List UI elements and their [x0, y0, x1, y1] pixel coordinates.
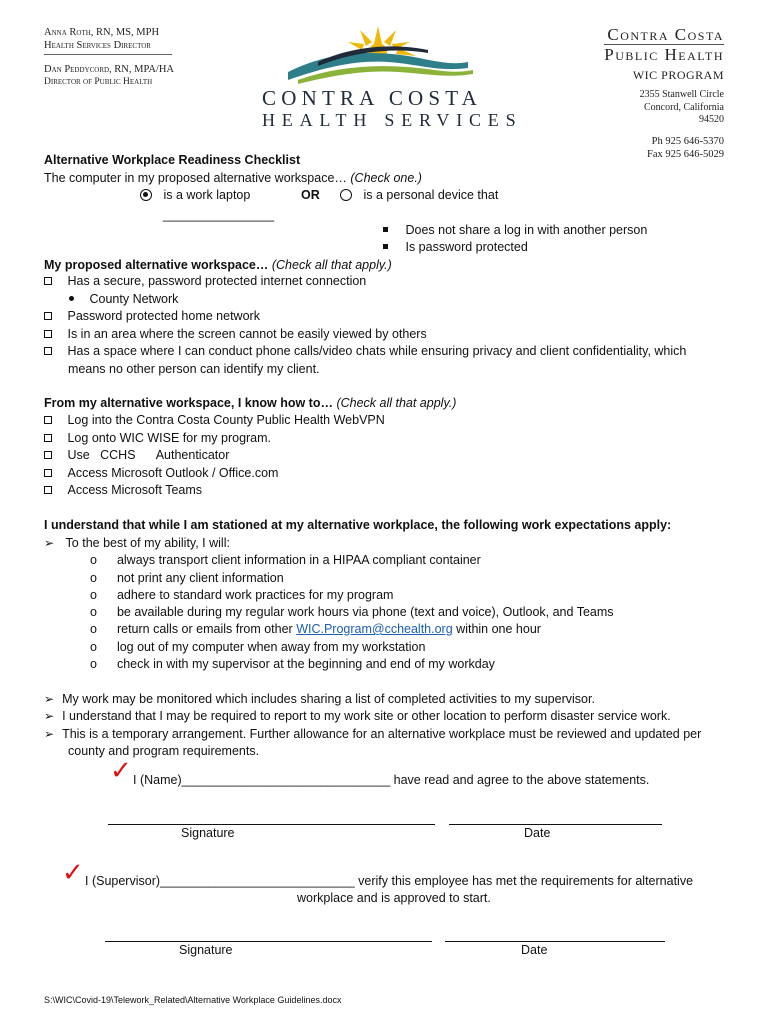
address-city: Concord, California [644, 101, 724, 113]
logo-text-health-services: HEALTH SERVICES [262, 110, 523, 130]
checkmark-icon: ✓ [62, 858, 84, 888]
radio-personal-device[interactable] [340, 187, 498, 204]
expectation-item: o not print any client information [90, 571, 284, 585]
checkbox-icon[interactable] [44, 486, 52, 494]
expectation-item: o return calls or emails from other WIC.Program@cchealth.org within one hour [90, 622, 541, 636]
knowhow-item-outlook[interactable]: Access Microsoft Outlook / Office.com [44, 465, 278, 482]
official-name-1: Anna Roth, RN, MS, MPH [44, 27, 160, 38]
supervisor-date-label: Date [521, 943, 548, 957]
radio-work-laptop[interactable] [140, 187, 250, 204]
org-name-line2: Public Health [604, 45, 724, 64]
or-label: OR [301, 188, 320, 202]
circle-bullet-icon: o [90, 588, 97, 602]
workspace-item-secure-internet[interactable]: Has a secure, password protected internet connection [44, 273, 366, 290]
official-title-2: Director of Public Health [44, 77, 153, 87]
checkbox-icon[interactable] [44, 434, 52, 442]
supervisor-date-line[interactable] [445, 941, 665, 942]
radio-selected-icon[interactable] [140, 189, 152, 201]
program-name: WIC PROGRAM [632, 68, 724, 82]
workspace-item-screen-privacy[interactable]: Is in an area where the screen cannot be easily viewed by others [44, 326, 427, 343]
circle-bullet-icon: o [90, 622, 97, 636]
radio-work-laptop-label: is a work laptop [163, 188, 251, 202]
device-prompt-text: The computer in my proposed alternative workspace… [44, 171, 351, 185]
header-right-contact [604, 26, 724, 161]
logo-text-contra-costa: CONTRA COSTA [262, 86, 482, 110]
page-title: Alternative Workplace Readiness Checklist [44, 153, 301, 167]
workspace-item-private-calls[interactable]: Has a space where I can conduct phone calls/video chats while ensuring privacy and client confidentiality, which [44, 343, 686, 360]
knowhow-heading: From my alternative workspace, I know how to… (Check all that apply.) [44, 396, 457, 410]
employee-signature-label: Signature [181, 826, 235, 840]
arrow-bullet-icon: ➢ [44, 727, 55, 741]
address-street: 2355 Stanwell Circle [639, 89, 724, 100]
expectations-lead: ➢ To the best of my ability, I will: [44, 536, 230, 550]
expectation-point: ➢ I understand that I may be required to report to my work site or other location to perform disaster service work. [44, 709, 671, 723]
supervisor-signature-label: Signature [179, 943, 233, 957]
contra-costa-logo-icon [278, 22, 478, 86]
supervisor-signature-line[interactable] [105, 941, 432, 942]
checkbox-icon[interactable] [44, 312, 52, 320]
square-bullet-icon [383, 227, 388, 232]
address [604, 89, 724, 127]
checkbox-icon[interactable] [44, 277, 52, 285]
circle-bullet-icon: o [90, 553, 97, 567]
knowhow-item-webvpn[interactable]: Log into the Contra Costa County Public Health WebVPN [44, 412, 385, 429]
knowhow-item-teams[interactable]: Access Microsoft Teams [44, 482, 202, 499]
workspace-heading: My proposed alternative workspace… (Check all that apply.) [44, 258, 392, 272]
device-prompt [44, 170, 422, 187]
knowhow-item-wic-wise[interactable]: Log onto WIC WISE for my program. [44, 430, 271, 447]
device-sub-item-2: Is password protected [383, 239, 528, 256]
checkbox-icon[interactable] [44, 347, 52, 355]
expectation-point: ➢ This is a temporary arrangement. Further allowance for an alternative workplace must be reviewed and updated per [44, 727, 702, 741]
supervisor-verification-line1: I (Supervisor)____________________________ verify this employee has met the requirements for alternative [85, 874, 694, 888]
workspace-item-home-network[interactable]: Password protected home network [44, 308, 260, 325]
divider [44, 54, 172, 55]
official-name-2: Dan Peddycord, RN, MPA/HA [44, 64, 175, 75]
phone-fax [604, 135, 724, 161]
employee-date-label: Date [524, 826, 551, 840]
address-zip: 94520 [699, 114, 724, 125]
official-title-1: Health Services Director [44, 40, 151, 51]
workspace-subitem-county-network: County Network [69, 291, 178, 308]
radio-personal-device-label: is a personal device that [363, 188, 499, 202]
checkmark-icon: ✓ [110, 756, 132, 786]
checkbox-icon[interactable] [44, 416, 52, 424]
arrow-bullet-icon: ➢ [44, 536, 55, 550]
arrow-bullet-icon: ➢ [44, 692, 55, 706]
expectations-heading: I understand that while I am stationed at my alternative workplace, the following work expectations apply: [44, 518, 672, 532]
device-sub-item-1: Does not share a log in with another person [383, 222, 647, 239]
org-name-line1: Contra Costa [607, 25, 724, 44]
supervisor-verification-line2: workplace and is approved to start. [297, 891, 491, 905]
expectation-point: ➢ My work may be monitored which includes sharing a list of completed activities to my supervisor. [44, 692, 595, 706]
knowhow-item-authenticator[interactable]: Use CCHS Authenticator [44, 447, 229, 464]
workspace-item-private-calls-cont: means no other person can identify my client. [68, 362, 320, 376]
expectation-item: o log out of my computer when away from my workstation [90, 640, 426, 654]
circle-bullet-icon: o [90, 657, 97, 671]
footer-file-path: S:\WIC\Covid-19\Telework_Related\Alternative Workplace Guidelines.docx [44, 995, 342, 1005]
radio-unselected-icon[interactable] [340, 189, 352, 201]
circle-bullet-icon: o [90, 571, 97, 585]
device-prompt-note: (Check one.) [350, 171, 422, 185]
arrow-bullet-icon: ➢ [44, 709, 55, 723]
header-left-officials [44, 26, 174, 89]
device-blank-line: ________________ [163, 208, 275, 222]
checkbox-icon[interactable] [44, 469, 52, 477]
employee-agreement-statement: I (Name)______________________________ have read and agree to the above statements. [133, 773, 650, 787]
checkbox-icon[interactable] [44, 451, 52, 459]
phone-number: Ph 925 646-5370 [651, 135, 724, 147]
expectation-item: o be available during my regular work hours via phone (text and voice), Outlook, and Teams [90, 605, 614, 619]
employee-date-line[interactable] [449, 824, 662, 825]
square-bullet-icon [383, 244, 388, 249]
expectation-item: o always transport client information in a HIPAA compliant container [90, 553, 481, 567]
fax-number: Fax 925 646-5029 [647, 148, 724, 160]
email-link[interactable]: WIC.Program@cchealth.org [296, 622, 453, 636]
checkbox-icon[interactable] [44, 330, 52, 338]
expectation-item: o check in with my supervisor at the beginning and end of my workday [90, 657, 495, 671]
expectation-point-cont: county and program requirements. [68, 744, 260, 758]
expectation-item: o adhere to standard work practices for my program [90, 588, 394, 602]
bullet-icon [69, 296, 74, 301]
circle-bullet-icon: o [90, 640, 97, 654]
circle-bullet-icon: o [90, 605, 97, 619]
employee-signature-line[interactable] [108, 824, 435, 825]
